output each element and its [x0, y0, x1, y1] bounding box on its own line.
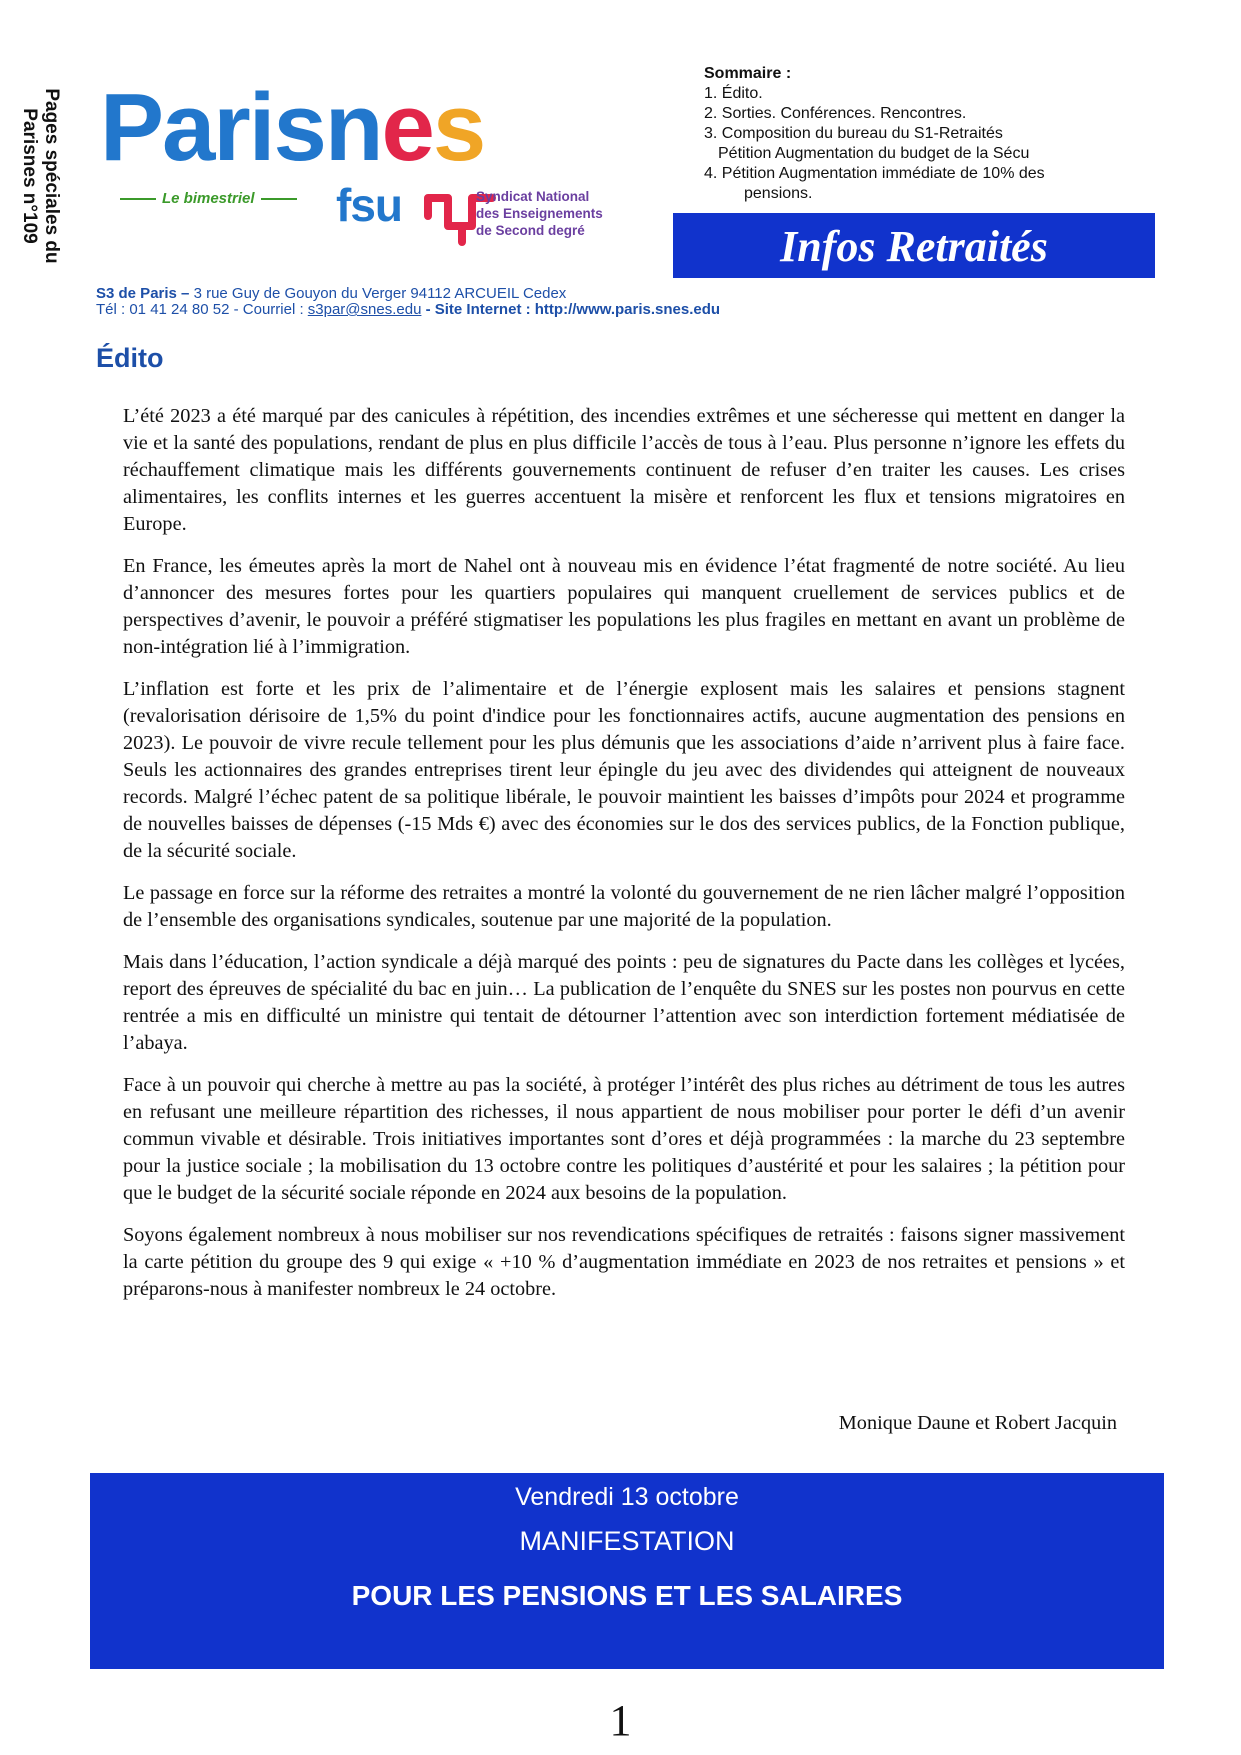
contact-website[interactable]: - Site Internet : http://www.paris.snes.edu — [421, 301, 721, 318]
toc-item: 2. Sorties. Conférences. Rencontres. — [704, 105, 967, 122]
logo-paris-text: Paris — [100, 74, 325, 181]
edito-paragraph: En France, les émeutes après la mort de Nahel ont à nouveau mis en évidence l’état fragmenté de notre société. Au lieu d’annoncer des mesures fortes pour les quartiers populaires qui manquent cruellement de services publics et de perspectives d’avenir, le pouvoir a préféré stigmatiser les populations les plus fragiles en mettant en avant un problème de non-intégration lié à l’immigration. — [123, 555, 1125, 658]
logo-s-text: s — [432, 74, 485, 181]
banner-date: Vendredi 13 octobre — [515, 1483, 739, 1511]
bimestriel-text: Le bimestriel — [162, 190, 255, 207]
banner-event: MANIFESTATION — [519, 1526, 735, 1556]
contact-email-link[interactable]: s3par@snes.edu — [307, 301, 422, 318]
contact-address-line — [96, 286, 720, 302]
side-label-line2: Parisnes n°109 — [19, 108, 40, 244]
edito-body — [123, 403, 1125, 1318]
edito-paragraph: L’inflation est forte et les prix de l’alimentaire et de l’énergie explosent mais les salaires et pensions stagnent (revalorisation dérisoire de 1,5% du point d'indice pour les fonctionnaires actifs, aucune augmentation des pensions en 2023). Le pouvoir de vivre recule tellement pour les plus démunis que les associations d’aide n’arrivent plus à faire face. Seuls les actionnaires des grandes entreprises tirent leur épingle du jeu avec des dividendes qui atteignent de nouveaux records. Malgré l’échec patent de sa politique libérale, le pouvoir maintient les baisses d’impôts pour 2024 et programme de nouvelles baisses de dépenses (-15 Mds €) avec des économies sur le dos des services publics, de la Fonction publique, de la sécurité sociale. — [123, 678, 1125, 862]
contact-address: 3 rue Guy de Gouyon du Verger 94112 ARCUEIL Cedex — [189, 285, 567, 302]
edito-heading: Édito — [96, 343, 164, 373]
logo-n-text: n — [324, 74, 382, 181]
union-name — [476, 188, 603, 239]
manifestation-banner — [90, 1473, 1164, 1669]
page-number: 1 — [609, 1696, 632, 1745]
toc-item: pensions. — [744, 185, 813, 202]
edito-paragraph: Face à un pouvoir qui cherche à mettre au pas la société, à protéger l’intérêt des plus riches au détriment de tous les autres en refusant une meilleure répartition des richesses, il nous appartient de nous mobiliser pour porter le défi d’un avenir commun vivable et désirable. Trois initiatives importantes sont d’ores et déjà programmées : la marche du 23 septembre pour la justice sociale ; la mobilisation du 13 octobre contre les politiques d’austérité et pour les salaires ; la pétition pour que le budget de la sécurité sociale réponde en 2024 aux besoins de la population. — [123, 1074, 1125, 1204]
toc-item: 3. Composition du bureau du S1-Retraités — [704, 125, 1003, 142]
toc-title: Sommaire : — [704, 65, 792, 82]
parisnes-logo — [100, 74, 660, 248]
table-of-contents — [704, 64, 1045, 204]
union-line2: des Enseignements — [476, 206, 603, 221]
side-label-line1: Pages spéciales du — [41, 88, 62, 264]
infos-retraites-title: Infos Retraités — [780, 222, 1048, 271]
banner-slogan: POUR LES PENSIONS ET LES SALAIRES — [351, 1580, 903, 1611]
logo-bimestriel — [114, 190, 303, 207]
fsu-logo-text: fsu — [336, 179, 402, 231]
logo-e-text: e — [381, 74, 433, 181]
contact-line2 — [96, 302, 720, 318]
edito-paragraph: Mais dans l’éducation, l’action syndicale a déjà marqué des points : peu de signatures du Pacte dans les collèges et lycées, report des épreuves de spécialité du bac en juin… La publication de l’enquête du SNES sur les postes non pourvus en cette rentrée a mis en difficulté un ministre qui tentait de détourner l’attention avec son interdiction fortement médiatisée de l’abaya. — [123, 951, 1125, 1054]
toc-item: 4. Pétition Augmentation immédiate de 10% des — [704, 165, 1045, 182]
union-line1: Syndicat National — [476, 189, 590, 204]
contact-info — [96, 286, 720, 318]
logo-wordmark — [100, 74, 485, 181]
edito-paragraph: Soyons également nombreux à nous mobiliser sur nos revendications spécifiques de retraités : faisons signer massivement la carte pétition du groupe des 9 qui exige « +10 % d’augmentation immédiate en 2023 de nos retraites et pensions » et préparons-nous à manifester nombreux le 24 octobre. — [123, 1224, 1125, 1300]
toc-item: 1. Édito. — [704, 85, 763, 102]
union-line3: de Second degré — [476, 223, 585, 238]
toc-item: Pétition Augmentation du budget de la Sécu — [718, 145, 1030, 162]
infos-retraites-header — [673, 213, 1155, 278]
edito-signature: Monique Daune et Robert Jacquin — [838, 1412, 1117, 1434]
contact-tel: Tél : 01 41 24 80 52 - Courriel : — [96, 301, 308, 318]
side-label — [18, 86, 62, 266]
contact-org: S3 de Paris – — [96, 285, 190, 302]
edito-paragraph: L’été 2023 a été marqué par des canicules à répétition, des incendies extrêmes et une sécheresse qui mettent en danger la vie et la santé des populations, rendant de plus en plus difficile l’accès de tous à l’eau. Plus personne n’ignore les effets du réchauffement climatique mais les différents gouvernements continuent de refuser d’en traiter les causes. Les crises alimentaires, les conflits internes et les guerres accentuent la misère et renforcent les flux et tensions migratoires en Europe. — [123, 405, 1125, 535]
edito-paragraph: Le passage en force sur la réforme des retraites a montré la volonté du gouvernement de ne rien lâcher malgré l’opposition de l’ensemble des organisations syndicales, soutenue par une majorité de la population. — [123, 882, 1125, 931]
